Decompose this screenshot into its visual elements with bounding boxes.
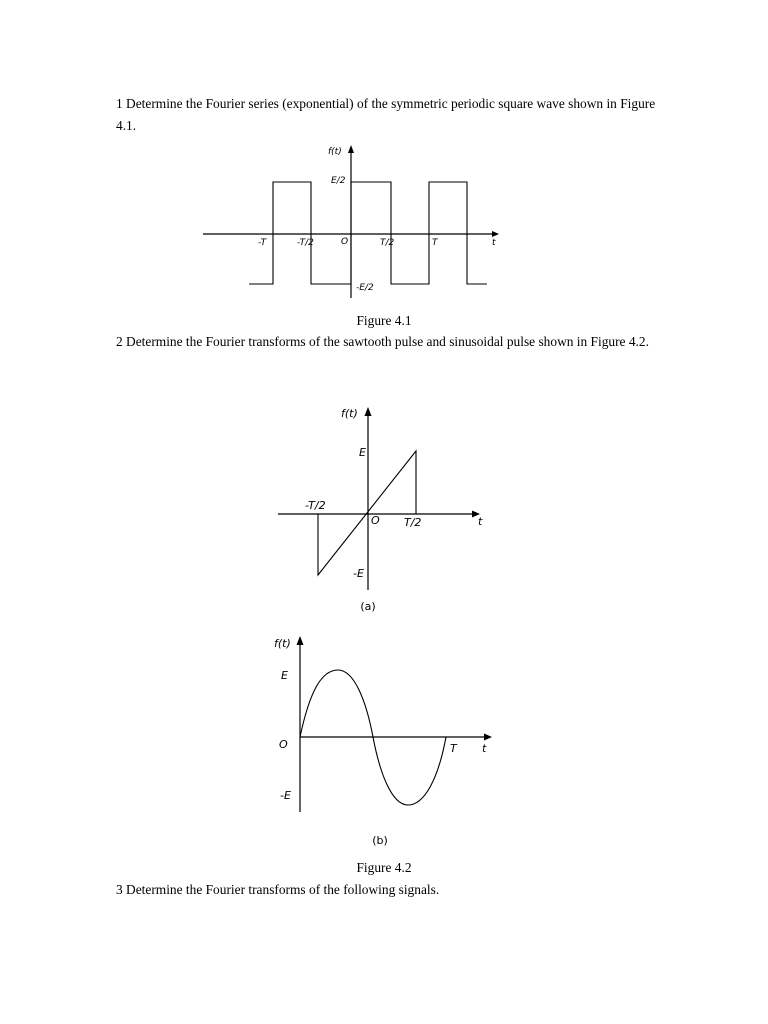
fig1-tick-T: T: [432, 238, 438, 248]
fig2b-y-arrow: [297, 636, 304, 645]
fig2b-upper-label: E: [281, 669, 288, 682]
fig2a-upper-label: E: [359, 446, 366, 459]
fig2a-left-label: -T/2: [305, 499, 326, 512]
fig1-tick-neg-T-half: -T/2: [297, 238, 314, 248]
fig1-tick-T-half: T/2: [380, 238, 395, 248]
fig2a-sub-caption: (a): [360, 600, 376, 613]
fig2b-y-label: f(t): [274, 637, 291, 650]
fig2a-x-label: t: [478, 515, 483, 528]
problem-2-text: 2 Determine the Fourier transforms of the sawtooth pulse and sinusoidal pulse shown in Figure 4.2.: [116, 334, 649, 349]
fig2b-origin-label: O: [279, 738, 288, 751]
fig1-upper-level-label: E/2: [331, 176, 346, 186]
figure-4-1-caption: Figure 4.1: [356, 313, 412, 328]
fig2b-x-label: t: [482, 742, 487, 755]
fig1-tick-neg-T: -T: [258, 238, 267, 248]
fig2a-y-label: f(t): [341, 407, 358, 420]
problem-3-text: 3 Determine the Fourier transforms of the following signals.: [116, 882, 440, 897]
fig1-origin-label: O: [341, 237, 349, 247]
figure-4-2-caption: Figure 4.2: [356, 860, 412, 875]
problem-1-text: 1 Determine the Fourier series (exponential) of the symmetric periodic square wave shown in Figure 4.1.: [116, 96, 656, 133]
fig2b-lower-label: -E: [280, 789, 291, 802]
fig1-x-label: t: [492, 238, 496, 248]
fig2b-sub-caption: (b): [372, 834, 388, 847]
fig2b-x-arrow: [484, 734, 492, 741]
fig2a-right-label: T/2: [404, 516, 422, 529]
fig1-y-label: f(t): [328, 147, 342, 157]
fig2a-lower-label: -E: [353, 567, 364, 580]
fig1-lower-level-label: -E/2: [356, 283, 374, 293]
fig2a-origin-label: O: [371, 514, 380, 527]
fig2b-period-label: T: [450, 742, 457, 755]
